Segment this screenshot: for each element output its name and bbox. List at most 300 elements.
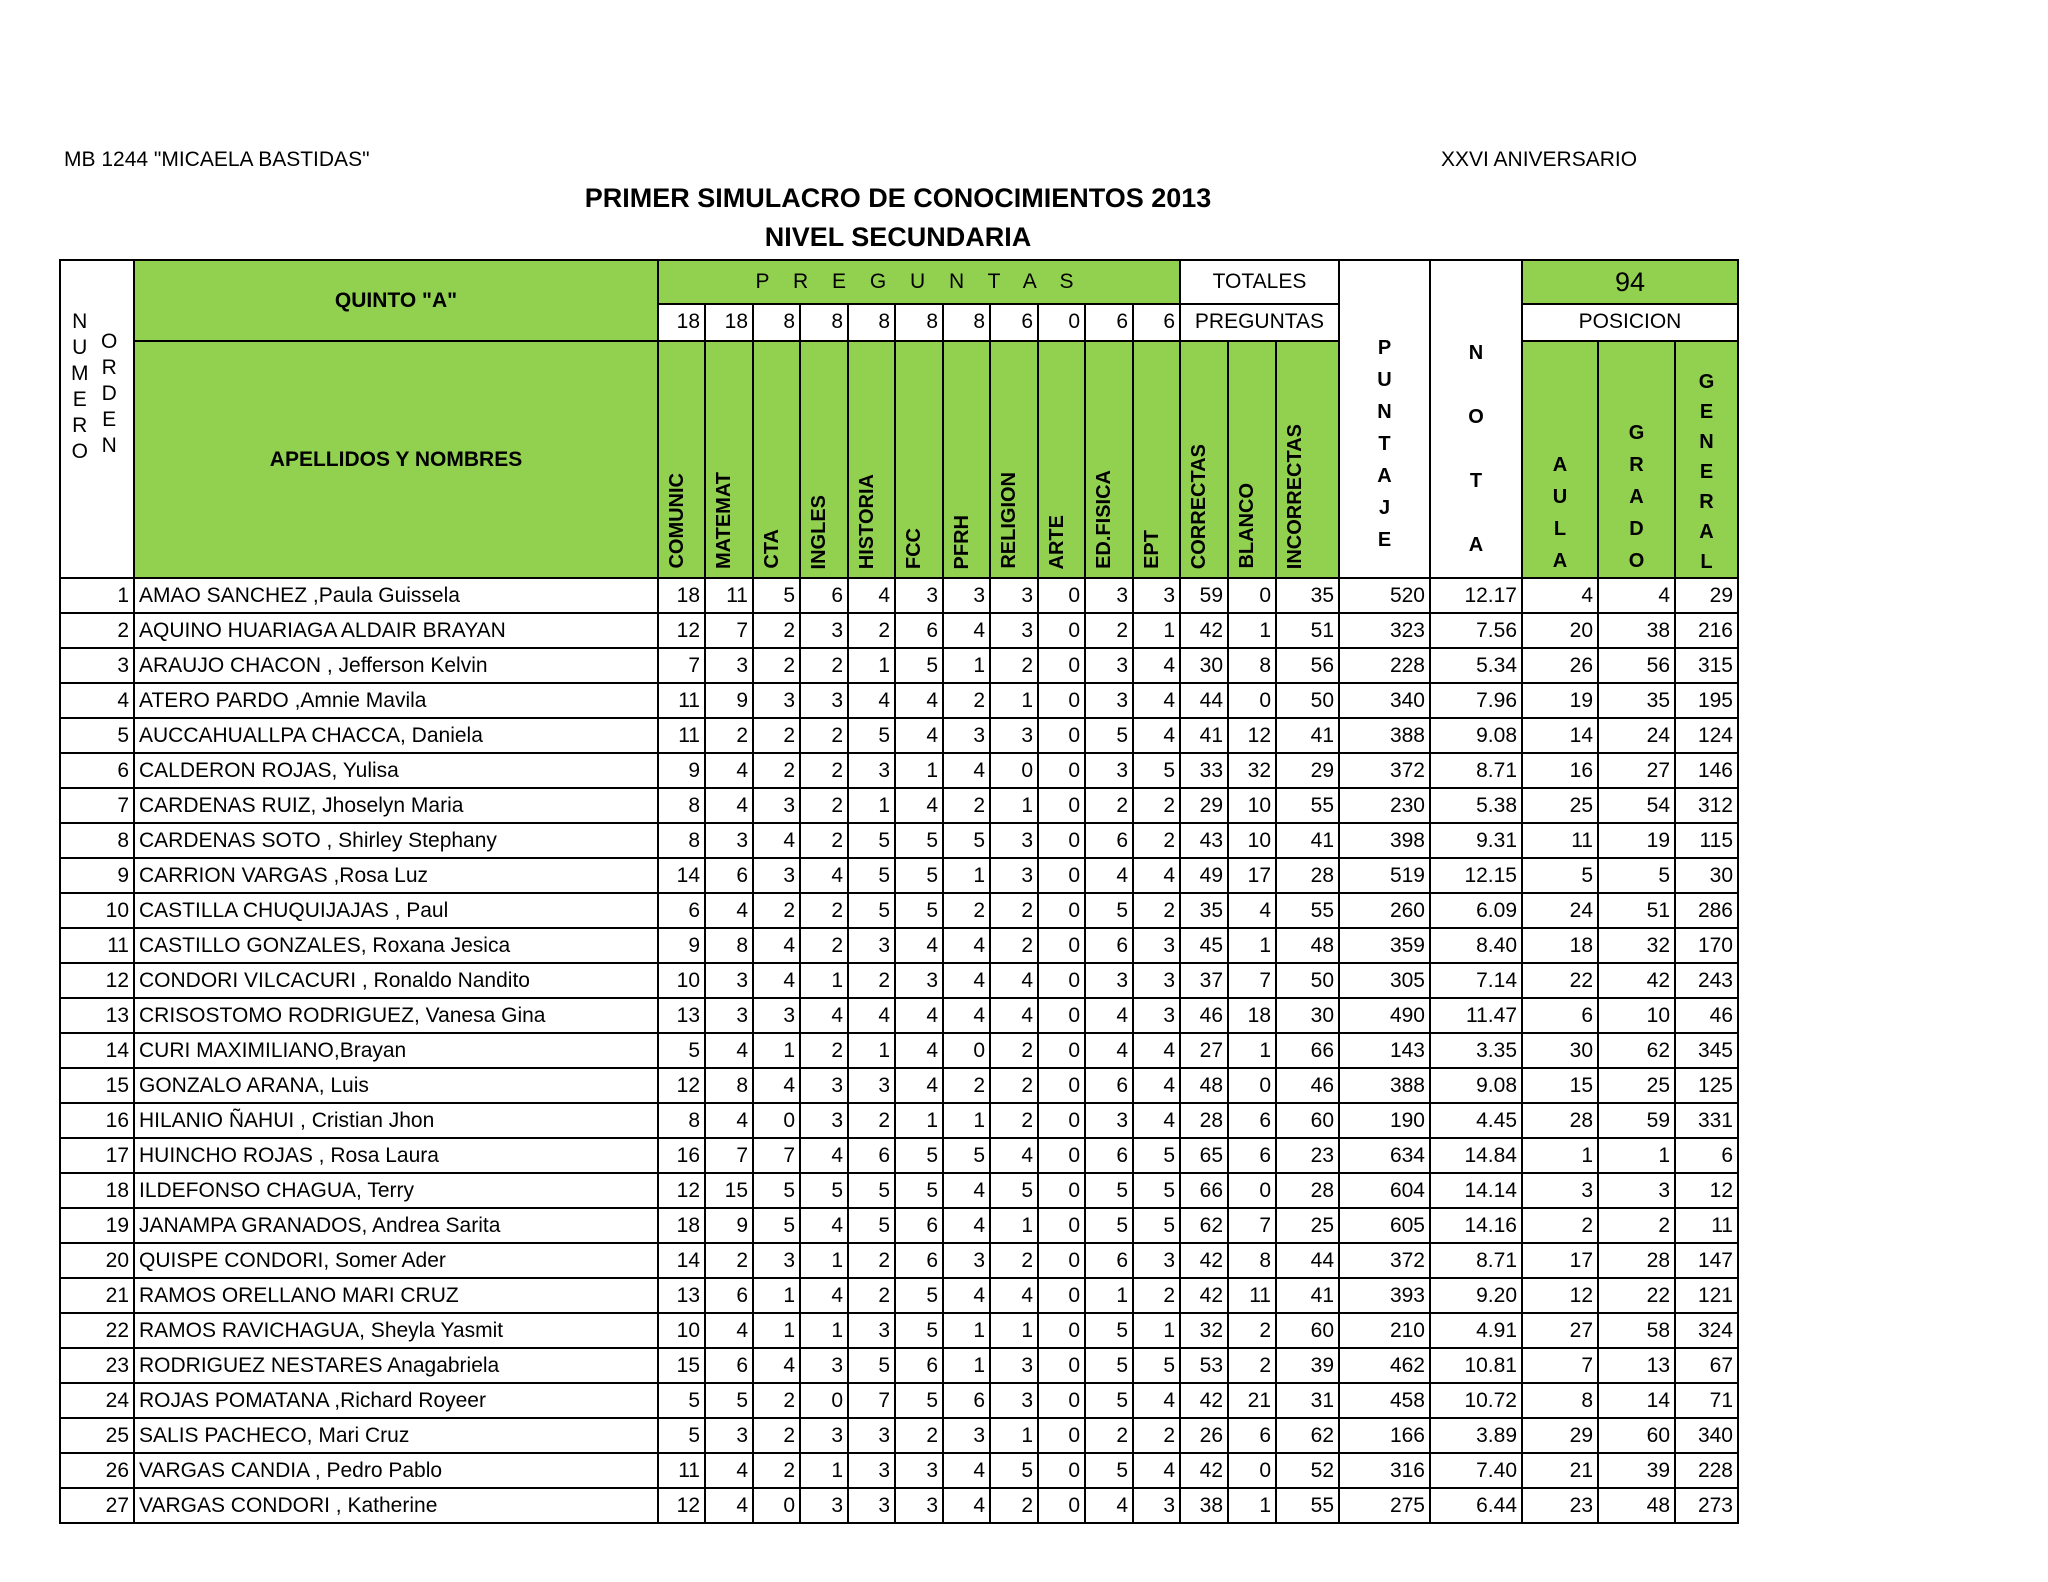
score-cta: 2 xyxy=(753,1383,800,1418)
score-edfisica: 3 xyxy=(1085,578,1133,613)
score-religion: 3 xyxy=(990,858,1038,893)
score-historia: 3 xyxy=(848,1488,895,1523)
score-edfisica: 6 xyxy=(1085,1138,1133,1173)
correctas: 32 xyxy=(1180,1313,1228,1348)
header-letter: R xyxy=(1629,454,1644,476)
score-comunic: 12 xyxy=(658,1068,705,1103)
table-row xyxy=(60,683,1738,718)
score-pfrh: 2 xyxy=(943,788,990,823)
nota: 10.81 xyxy=(1430,1348,1522,1383)
score-matemat: 9 xyxy=(705,1208,753,1243)
score-matemat: 4 xyxy=(705,1103,753,1138)
score-fcc: 5 xyxy=(895,648,943,683)
score-arte: 0 xyxy=(1038,1488,1085,1523)
pos-general: 30 xyxy=(1675,858,1738,893)
score-ept: 3 xyxy=(1133,1243,1180,1278)
score-edfisica: 6 xyxy=(1085,823,1133,858)
nota: 3.35 xyxy=(1430,1033,1522,1068)
pos-general: 324 xyxy=(1675,1313,1738,1348)
score-ingles: 4 xyxy=(800,998,848,1033)
pos-grado: 38 xyxy=(1598,613,1675,648)
score-historia: 2 xyxy=(848,613,895,648)
row-number: 19 xyxy=(60,1208,134,1243)
score-edfisica: 3 xyxy=(1085,753,1133,788)
puntaje: 143 xyxy=(1339,1033,1430,1068)
score-pfrh: 3 xyxy=(943,578,990,613)
subject-header-label: FCC xyxy=(903,527,925,569)
header-letter: N xyxy=(1377,401,1392,423)
table-row xyxy=(60,1453,1738,1488)
puntaje: 520 xyxy=(1339,578,1430,613)
pos-grado: 22 xyxy=(1598,1278,1675,1313)
posicion-header: POSICION xyxy=(1522,304,1738,341)
nota: 14.16 xyxy=(1430,1208,1522,1243)
incorrectas: 44 xyxy=(1276,1243,1339,1278)
score-pfrh: 6 xyxy=(943,1383,990,1418)
preguntas-header: P R E G U N T A S xyxy=(658,260,1180,304)
score-religion: 3 xyxy=(990,1348,1038,1383)
score-fcc: 4 xyxy=(895,788,943,823)
pos-general: 195 xyxy=(1675,683,1738,718)
table-row xyxy=(60,963,1738,998)
pos-aula: 23 xyxy=(1522,1488,1598,1523)
pos-general: 216 xyxy=(1675,613,1738,648)
correctas: 35 xyxy=(1180,893,1228,928)
pos-grado: 10 xyxy=(1598,998,1675,1033)
student-name: RODRIGUEZ NESTARES Anagabriela xyxy=(134,1348,658,1383)
puntaje: 604 xyxy=(1339,1173,1430,1208)
score-arte: 0 xyxy=(1038,1138,1085,1173)
score-cta: 2 xyxy=(753,1453,800,1488)
score-historia: 5 xyxy=(848,858,895,893)
blanco: 6 xyxy=(1228,1103,1276,1138)
puntaje: 305 xyxy=(1339,963,1430,998)
correctas: 49 xyxy=(1180,858,1228,893)
pos-general: 67 xyxy=(1675,1348,1738,1383)
row-number: 27 xyxy=(60,1488,134,1523)
score-religion: 3 xyxy=(990,613,1038,648)
score-ept: 4 xyxy=(1133,1453,1180,1488)
score-pfrh: 4 xyxy=(943,1488,990,1523)
blanco: 0 xyxy=(1228,1173,1276,1208)
pos-grado: 54 xyxy=(1598,788,1675,823)
score-religion: 1 xyxy=(990,788,1038,823)
student-name: CASTILLO GONZALES, Roxana Jesica xyxy=(134,928,658,963)
pos-aula: 19 xyxy=(1522,683,1598,718)
score-arte: 0 xyxy=(1038,1383,1085,1418)
score-matemat: 9 xyxy=(705,683,753,718)
nota: 10.72 xyxy=(1430,1383,1522,1418)
score-edfisica: 4 xyxy=(1085,1033,1133,1068)
row-number: 5 xyxy=(60,718,134,753)
score-historia: 3 xyxy=(848,753,895,788)
pos-grado: 48 xyxy=(1598,1488,1675,1523)
incorrectas: 28 xyxy=(1276,1173,1339,1208)
subject-header-label: RELIGION xyxy=(998,472,1020,569)
question-count: 18 xyxy=(705,304,753,341)
incorrectas: 35 xyxy=(1276,578,1339,613)
score-ept: 2 xyxy=(1133,788,1180,823)
score-matemat: 15 xyxy=(705,1173,753,1208)
score-ept: 5 xyxy=(1133,753,1180,788)
score-ingles: 3 xyxy=(800,613,848,648)
score-ept: 5 xyxy=(1133,1173,1180,1208)
score-comunic: 11 xyxy=(658,683,705,718)
score-ingles: 4 xyxy=(800,1278,848,1313)
score-ingles: 4 xyxy=(800,858,848,893)
score-ept: 5 xyxy=(1133,1208,1180,1243)
blanco: 10 xyxy=(1228,823,1276,858)
grado-header xyxy=(1598,341,1675,578)
nota: 8.71 xyxy=(1430,1243,1522,1278)
row-number: 21 xyxy=(60,1278,134,1313)
row-number: 16 xyxy=(60,1103,134,1138)
header-letter: O xyxy=(101,330,118,353)
score-fcc: 1 xyxy=(895,1103,943,1138)
subject-header-label: HISTORIA xyxy=(856,473,878,569)
nota: 14.14 xyxy=(1430,1173,1522,1208)
pos-aula: 16 xyxy=(1522,753,1598,788)
nota: 6.44 xyxy=(1430,1488,1522,1523)
pos-aula: 2 xyxy=(1522,1208,1598,1243)
pos-general: 115 xyxy=(1675,823,1738,858)
header-letter: U xyxy=(1552,486,1568,508)
puntaje: 340 xyxy=(1339,683,1430,718)
score-ingles: 1 xyxy=(800,963,848,998)
student-name: VARGAS CANDIA , Pedro Pablo xyxy=(134,1453,658,1488)
pos-grado: 59 xyxy=(1598,1103,1675,1138)
score-historia: 5 xyxy=(848,1208,895,1243)
puntaje-header xyxy=(1339,260,1430,578)
score-pfrh: 4 xyxy=(943,1173,990,1208)
score-ingles: 4 xyxy=(800,1208,848,1243)
table-row xyxy=(60,998,1738,1033)
pos-grado: 39 xyxy=(1598,1453,1675,1488)
puntaje: 359 xyxy=(1339,928,1430,963)
student-name: JANAMPA GRANADOS, Andrea Sarita xyxy=(134,1208,658,1243)
correctas: 42 xyxy=(1180,1383,1228,1418)
subject-header xyxy=(943,341,990,578)
score-historia: 2 xyxy=(848,1278,895,1313)
blanco: 0 xyxy=(1228,578,1276,613)
subject-header xyxy=(895,341,943,578)
pos-aula: 4 xyxy=(1522,578,1598,613)
nota: 9.20 xyxy=(1430,1278,1522,1313)
correctas: 38 xyxy=(1180,1488,1228,1523)
pos-general: 147 xyxy=(1675,1243,1738,1278)
student-name: CASTILLA CHUQUIJAJAS , Paul xyxy=(134,893,658,928)
score-religion: 1 xyxy=(990,683,1038,718)
student-name: RAMOS RAVICHAGUA, Sheyla Yasmit xyxy=(134,1313,658,1348)
score-pfrh: 1 xyxy=(943,648,990,683)
pos-grado: 19 xyxy=(1598,823,1675,858)
score-religion: 2 xyxy=(990,1488,1038,1523)
header-letter: G xyxy=(1628,422,1645,444)
score-religion: 3 xyxy=(990,578,1038,613)
pos-aula: 27 xyxy=(1522,1313,1598,1348)
score-fcc: 6 xyxy=(895,1208,943,1243)
score-cta: 4 xyxy=(753,1348,800,1383)
blanco: 0 xyxy=(1228,1068,1276,1103)
score-ingles: 5 xyxy=(800,1173,848,1208)
pos-aula: 17 xyxy=(1522,1243,1598,1278)
score-matemat: 3 xyxy=(705,963,753,998)
puntaje: 462 xyxy=(1339,1348,1430,1383)
table-row xyxy=(60,858,1738,893)
score-arte: 0 xyxy=(1038,1348,1085,1383)
score-religion: 0 xyxy=(990,753,1038,788)
score-pfrh: 3 xyxy=(943,1243,990,1278)
student-name: AQUINO HUARIAGA ALDAIR BRAYAN xyxy=(134,613,658,648)
row-number: 25 xyxy=(60,1418,134,1453)
total-column-header xyxy=(1228,341,1276,578)
score-ept: 1 xyxy=(1133,613,1180,648)
score-historia: 4 xyxy=(848,683,895,718)
score-historia: 3 xyxy=(848,1313,895,1348)
incorrectas: 55 xyxy=(1276,1488,1339,1523)
correctas: 33 xyxy=(1180,753,1228,788)
score-religion: 2 xyxy=(990,893,1038,928)
subject-header xyxy=(990,341,1038,578)
score-historia: 4 xyxy=(848,578,895,613)
puntaje: 230 xyxy=(1339,788,1430,823)
score-arte: 0 xyxy=(1038,578,1085,613)
row-number: 9 xyxy=(60,858,134,893)
header-letter: N xyxy=(72,310,88,333)
score-ingles: 1 xyxy=(800,1243,848,1278)
pos-general: 228 xyxy=(1675,1453,1738,1488)
table-row xyxy=(60,718,1738,753)
score-comunic: 7 xyxy=(658,648,705,683)
incorrectas: 41 xyxy=(1276,718,1339,753)
nota: 8.40 xyxy=(1430,928,1522,963)
score-religion: 2 xyxy=(990,1243,1038,1278)
score-fcc: 4 xyxy=(895,1033,943,1068)
score-historia: 2 xyxy=(848,1103,895,1138)
header-letter: N xyxy=(101,434,117,457)
student-name: HILANIO ÑAHUI , Cristian Jhon xyxy=(134,1103,658,1138)
pos-aula: 24 xyxy=(1522,893,1598,928)
row-number: 23 xyxy=(60,1348,134,1383)
pos-general: 345 xyxy=(1675,1033,1738,1068)
student-name: CRISOSTOMO RODRIGUEZ, Vanesa Gina xyxy=(134,998,658,1033)
score-arte: 0 xyxy=(1038,823,1085,858)
score-ept: 3 xyxy=(1133,963,1180,998)
pos-aula: 15 xyxy=(1522,1068,1598,1103)
score-religion: 3 xyxy=(990,718,1038,753)
score-ingles: 3 xyxy=(800,1103,848,1138)
score-pfrh: 3 xyxy=(943,1418,990,1453)
score-matemat: 3 xyxy=(705,1418,753,1453)
puntaje: 190 xyxy=(1339,1103,1430,1138)
score-ingles: 3 xyxy=(800,1488,848,1523)
score-arte: 0 xyxy=(1038,1068,1085,1103)
row-number: 2 xyxy=(60,613,134,648)
pos-general: 6 xyxy=(1675,1138,1738,1173)
score-ept: 5 xyxy=(1133,1348,1180,1383)
page-title: PRIMER SIMULACRO DE CONOCIMIENTOS 2013 xyxy=(584,183,1212,213)
score-cta: 3 xyxy=(753,1243,800,1278)
header-letter: U xyxy=(72,336,88,359)
header-letter: A xyxy=(1629,486,1644,508)
score-historia: 3 xyxy=(848,1418,895,1453)
table-row xyxy=(60,1418,1738,1453)
puntaje: 388 xyxy=(1339,1068,1430,1103)
score-cta: 3 xyxy=(753,683,800,718)
totales-preguntas-label: PREGUNTAS xyxy=(1180,304,1339,341)
header-letter: O xyxy=(1468,406,1484,428)
score-matemat: 4 xyxy=(705,1453,753,1488)
score-edfisica: 5 xyxy=(1085,1453,1133,1488)
table-row xyxy=(60,648,1738,683)
pos-general: 71 xyxy=(1675,1383,1738,1418)
score-comunic: 5 xyxy=(658,1033,705,1068)
score-matemat: 6 xyxy=(705,1348,753,1383)
row-number: 15 xyxy=(60,1068,134,1103)
score-historia: 3 xyxy=(848,928,895,963)
student-name: QUISPE CONDORI, Somer Ader xyxy=(134,1243,658,1278)
score-edfisica: 6 xyxy=(1085,1243,1133,1278)
score-edfisica: 4 xyxy=(1085,998,1133,1033)
pos-general: 124 xyxy=(1675,718,1738,753)
nota: 14.84 xyxy=(1430,1138,1522,1173)
score-cta: 7 xyxy=(753,1138,800,1173)
student-name: SALIS PACHECO, Mari Cruz xyxy=(134,1418,658,1453)
score-ingles: 2 xyxy=(800,823,848,858)
score-matemat: 11 xyxy=(705,578,753,613)
score-arte: 0 xyxy=(1038,1243,1085,1278)
score-religion: 4 xyxy=(990,963,1038,998)
question-count: 8 xyxy=(943,304,990,341)
score-ingles: 2 xyxy=(800,928,848,963)
total-column-header-label: BLANCO xyxy=(1236,483,1258,569)
score-ingles: 2 xyxy=(800,648,848,683)
question-count: 8 xyxy=(753,304,800,341)
score-cta: 0 xyxy=(753,1488,800,1523)
header-letter: T xyxy=(1469,470,1483,492)
nota: 6.09 xyxy=(1430,893,1522,928)
score-ept: 4 xyxy=(1133,1033,1180,1068)
score-arte: 0 xyxy=(1038,1103,1085,1138)
blanco: 18 xyxy=(1228,998,1276,1033)
pos-grado: 51 xyxy=(1598,893,1675,928)
score-fcc: 4 xyxy=(895,683,943,718)
pos-aula: 22 xyxy=(1522,963,1598,998)
table-row xyxy=(60,1488,1738,1523)
score-matemat: 4 xyxy=(705,1313,753,1348)
pos-aula: 11 xyxy=(1522,823,1598,858)
header-letter: U xyxy=(1377,369,1392,391)
pos-grado: 60 xyxy=(1598,1418,1675,1453)
correctas: 66 xyxy=(1180,1173,1228,1208)
header-letter: E xyxy=(102,408,117,431)
pos-grado: 1 xyxy=(1598,1138,1675,1173)
question-count: 18 xyxy=(658,304,705,341)
student-name: VARGAS CONDORI , Katherine xyxy=(134,1488,658,1523)
score-fcc: 5 xyxy=(895,1383,943,1418)
score-comunic: 14 xyxy=(658,1243,705,1278)
score-cta: 0 xyxy=(753,1103,800,1138)
score-fcc: 1 xyxy=(895,753,943,788)
header-letter: E xyxy=(72,388,87,411)
nota-header xyxy=(1430,260,1522,578)
score-pfrh: 1 xyxy=(943,858,990,893)
score-historia: 2 xyxy=(848,963,895,998)
table-row xyxy=(60,1243,1738,1278)
student-name: RAMOS ORELLANO MARI CRUZ xyxy=(134,1278,658,1313)
total-students: 94 xyxy=(1522,260,1738,304)
total-column-header xyxy=(1180,341,1228,578)
score-cta: 2 xyxy=(753,648,800,683)
student-name: ILDEFONSO CHAGUA, Terry xyxy=(134,1173,658,1208)
correctas: 42 xyxy=(1180,1453,1228,1488)
score-historia: 3 xyxy=(848,1453,895,1488)
incorrectas: 48 xyxy=(1276,928,1339,963)
pos-general: 340 xyxy=(1675,1418,1738,1453)
score-cta: 5 xyxy=(753,1208,800,1243)
pos-aula: 28 xyxy=(1522,1103,1598,1138)
score-ingles: 6 xyxy=(800,578,848,613)
score-historia: 6 xyxy=(848,1138,895,1173)
header-letter: A xyxy=(1468,534,1484,556)
score-historia: 1 xyxy=(848,1033,895,1068)
pos-general: 46 xyxy=(1675,998,1738,1033)
pos-grado: 62 xyxy=(1598,1033,1675,1068)
score-edfisica: 5 xyxy=(1085,1383,1133,1418)
row-number: 4 xyxy=(60,683,134,718)
header-letter: E xyxy=(1699,461,1714,483)
incorrectas: 23 xyxy=(1276,1138,1339,1173)
score-comunic: 11 xyxy=(658,1453,705,1488)
correctas: 42 xyxy=(1180,613,1228,648)
score-comunic: 18 xyxy=(658,578,705,613)
score-ept: 5 xyxy=(1133,1138,1180,1173)
table-row xyxy=(60,928,1738,963)
correctas: 42 xyxy=(1180,1243,1228,1278)
score-fcc: 5 xyxy=(895,1313,943,1348)
puntaje: 228 xyxy=(1339,648,1430,683)
subject-header-label: CTA xyxy=(761,529,783,569)
puntaje: 388 xyxy=(1339,718,1430,753)
table-row xyxy=(60,1348,1738,1383)
incorrectas: 31 xyxy=(1276,1383,1339,1418)
score-ept: 2 xyxy=(1133,823,1180,858)
score-ept: 1 xyxy=(1133,1313,1180,1348)
subject-header xyxy=(658,341,705,578)
table-row xyxy=(60,1033,1738,1068)
score-edfisica: 5 xyxy=(1085,1348,1133,1383)
incorrectas: 56 xyxy=(1276,648,1339,683)
pos-aula: 14 xyxy=(1522,718,1598,753)
results-table xyxy=(59,259,1739,1524)
score-ingles: 2 xyxy=(800,753,848,788)
pos-aula: 6 xyxy=(1522,998,1598,1033)
subject-header xyxy=(800,341,848,578)
score-arte: 0 xyxy=(1038,928,1085,963)
score-edfisica: 3 xyxy=(1085,648,1133,683)
pos-aula: 1 xyxy=(1522,1138,1598,1173)
pos-grado: 24 xyxy=(1598,718,1675,753)
score-cta: 3 xyxy=(753,788,800,823)
score-historia: 5 xyxy=(848,1173,895,1208)
pos-grado: 13 xyxy=(1598,1348,1675,1383)
score-historia: 7 xyxy=(848,1383,895,1418)
nota: 9.31 xyxy=(1430,823,1522,858)
subject-header xyxy=(848,341,895,578)
incorrectas: 46 xyxy=(1276,1068,1339,1103)
score-edfisica: 3 xyxy=(1085,683,1133,718)
correctas: 62 xyxy=(1180,1208,1228,1243)
